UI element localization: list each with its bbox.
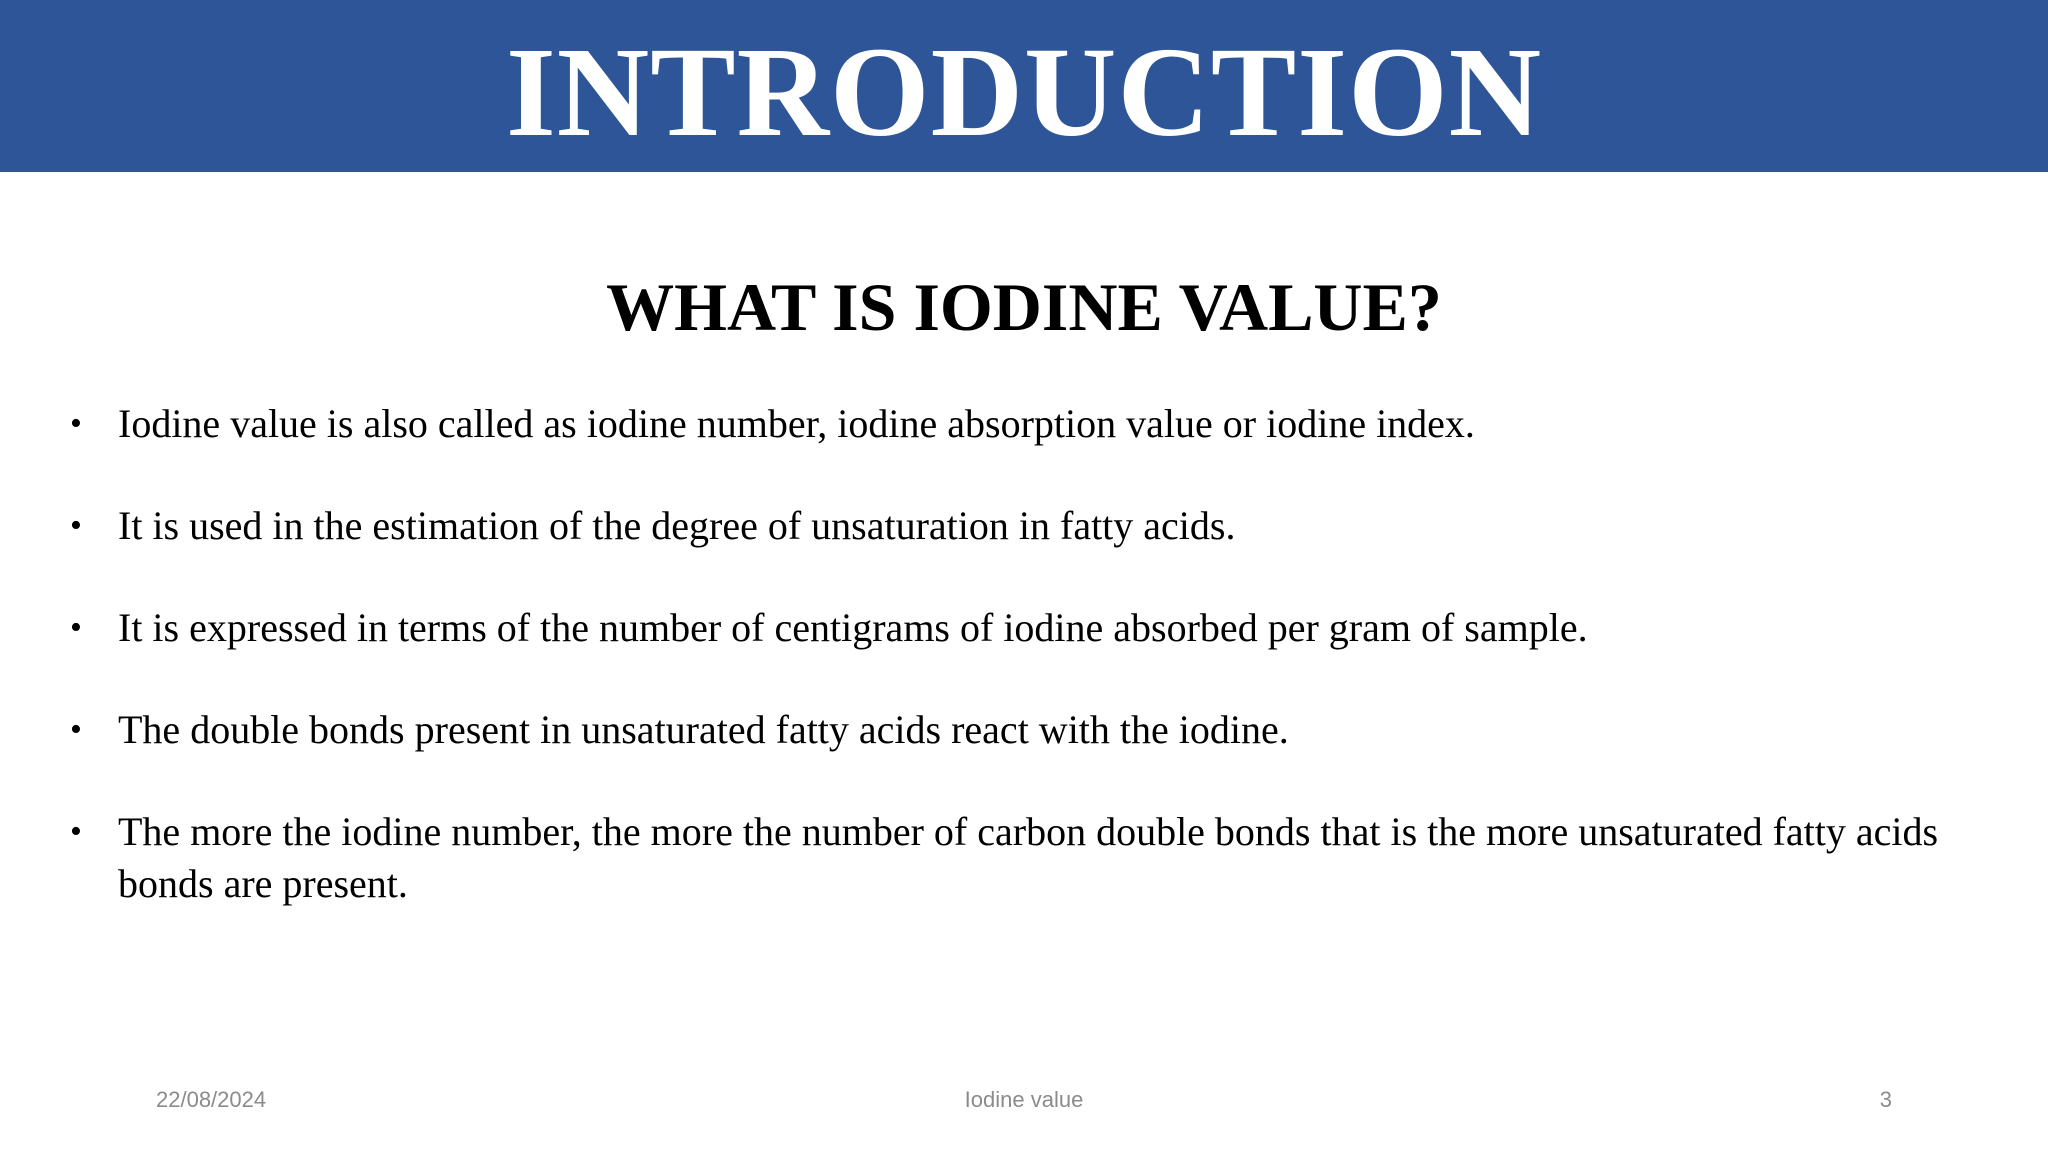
bullet-dot-icon: • [70,813,82,850]
bullet-item [66,704,1996,756]
footer-title: Iodine value [964,1087,1084,1112]
bullet-text: The double bonds present in unsaturated fatty acids react with the iodine. [118,707,1289,752]
bullet-dot-icon: • [70,711,82,748]
bullet-text: It is used in the estimation of the degree of unsaturation in fatty acids. [118,503,1236,548]
bullet-text: It is expressed in terms of the number of centigrams of iodine absorbed per gram of sample. [118,605,1588,650]
bullet-dot-icon: • [70,609,82,646]
bullet-item [66,602,1996,654]
slide-subtitle: WHAT IS IODINE VALUE? [606,269,1442,345]
page-number: 3 [1879,1087,1892,1112]
bullet-item [66,806,1996,910]
bullet-text: Iodine value is also called as iodine number, iodine absorption value or iodine index. [118,401,1475,446]
bullet-dot-icon: • [70,405,82,442]
bullet-text: The more the iodine number, the more the number of carbon double bonds that is the more unsaturated fatty acids bonds are present. [118,809,1939,906]
footer-date: 22/08/2024 [156,1087,267,1112]
bullet-dot-icon: • [70,507,82,544]
bullet-item [66,500,1996,552]
slide-title: INTRODUCTION [505,21,1543,163]
bullet-list [66,398,1996,960]
bullet-item [66,398,1996,450]
